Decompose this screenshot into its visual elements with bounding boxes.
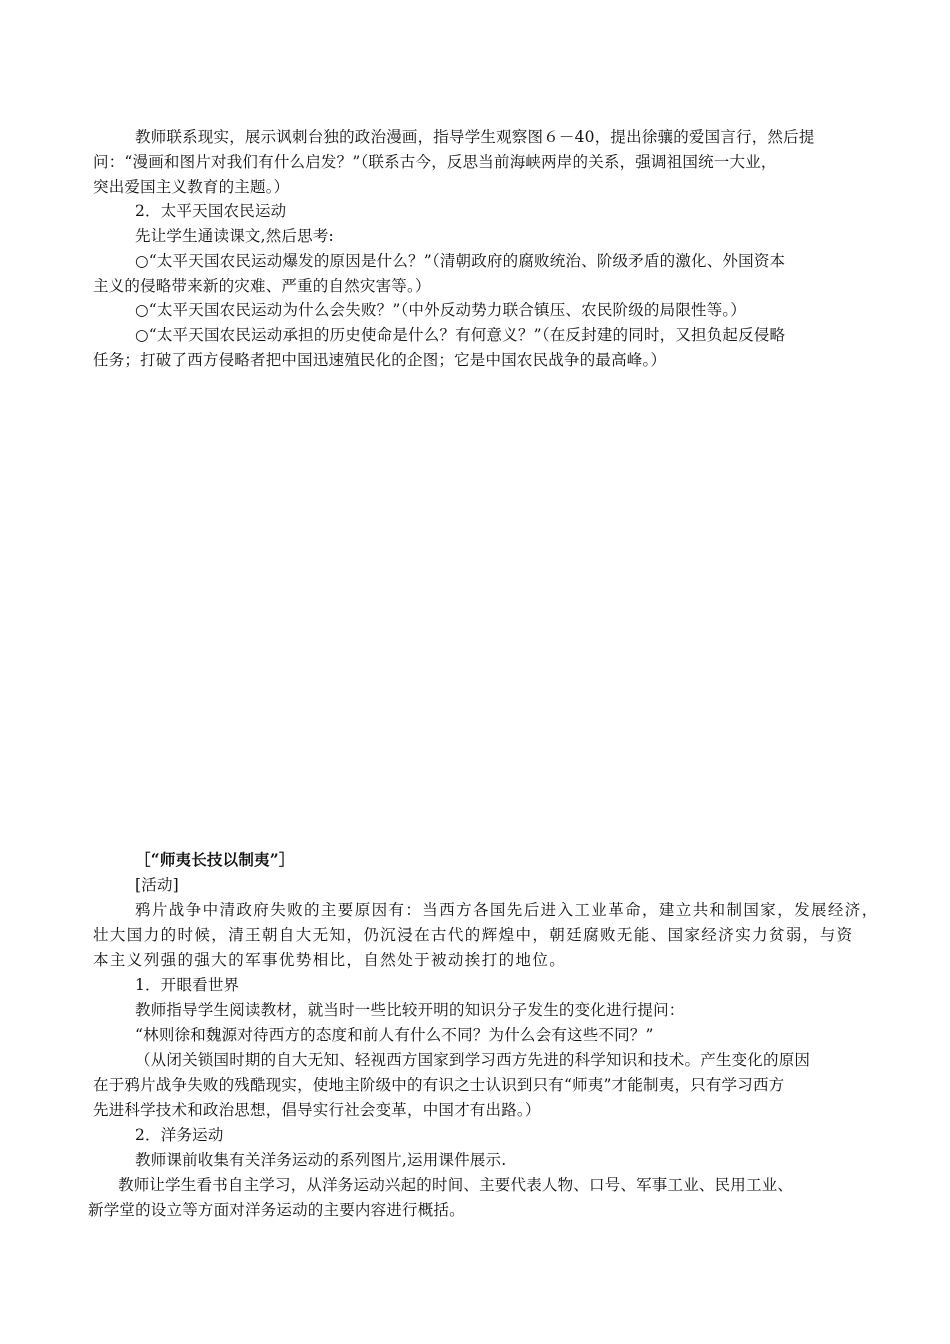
- subheading-open-eyes: 1．开眼看世界: [135, 976, 240, 994]
- paragraph-line: 主义的侵略带来新的灾难、严重的自然灾害等。）: [93, 277, 431, 295]
- paragraph-line: 教师联系现实，展示讽刺台独的政治漫画，指导学生观察图６－40，提出徐骧的爱国言行，然后提: [135, 128, 815, 146]
- paragraph-line: 突出爱国主义教育的主题。）: [93, 178, 290, 196]
- subheading-taiping: 2．太平天国农民运动: [135, 202, 287, 220]
- paragraph-line: 问：“漫画和图片对我们有什么启发？”（联系古今，反思当前海峡两岸的关系，强调祖国统一大业，: [93, 153, 777, 171]
- paragraph-line: 教师让学生看书自主学习，从洋务运动兴起的时间、主要代表人物、口号、军事工业、民用工业、: [118, 1176, 794, 1194]
- paragraph-line: 先进科学技术和政治思想，倡导实行社会变革，中国才有出路。）: [93, 1101, 541, 1119]
- question-line: ○“太平天国农民运动为什么会失败？”（中外反动势力联合镇压、农民阶级的局限性等。）: [135, 301, 747, 319]
- paragraph-line: 新学堂的设立等方面对洋务运动的主要内容进行概括。: [88, 1201, 465, 1219]
- activity-label: [活动]: [135, 876, 179, 894]
- paragraph-line: 本主义列强的强大的军事优势相比，自然处于被动挨打的地位。: [93, 951, 567, 969]
- section-heading: ［“师夷长技以制夷”］: [135, 850, 295, 869]
- paragraph-line: 鸦片战争中清政府失败的主要原因有：当西方各国先后进入工业革命，建立共和制国家，发展经济，: [135, 901, 879, 919]
- subheading-westernization: 2．洋务运动: [135, 1126, 224, 1144]
- paragraph-line: 在于鸦片战争失败的残酷现实，使地主阶级中的有识之士认识到只有“师夷”才能制夷，只有学习西方: [93, 1076, 785, 1094]
- question-line: ○“太平天国农民运动承担的历史使命是什么？有何意义？”（在反封建的同时，又担负起反侵略: [135, 326, 786, 344]
- paragraph-line: 教师课前收集有关洋务运动的系列图片,运用课件展示.: [135, 1151, 507, 1169]
- question-line: “林则徐和魏源对待西方的态度和前人有什么不同？为什么会有这些不同？”: [135, 1026, 654, 1044]
- paragraph-line: 壮大国力的时候，清王朝自大无知，仍沉浸在古代的辉煌中，朝廷腐败无能、国家经济实力贫弱，与资: [93, 926, 854, 944]
- paragraph-line: 教师指导学生阅读教材，就当时一些比较开明的知识分子发生的变化进行提问：: [135, 1001, 685, 1019]
- question-line: ○“太平天国农民运动爆发的原因是什么？”（清朝政府的腐败统治、阶级矛盾的激化、外国资本: [135, 252, 786, 270]
- paragraph-line: 任务；打破了西方侵略者把中国迅速殖民化的企图；它是中国农民战争的最高峰。）: [93, 351, 667, 369]
- paragraph-line: 先让学生通读课文,然后思考:: [135, 227, 334, 245]
- paragraph-line: （从闭关锁国时期的自大无知、轻视西方国家到学习西方先进的科学知识和技术。产生变化的原因: [135, 1051, 811, 1069]
